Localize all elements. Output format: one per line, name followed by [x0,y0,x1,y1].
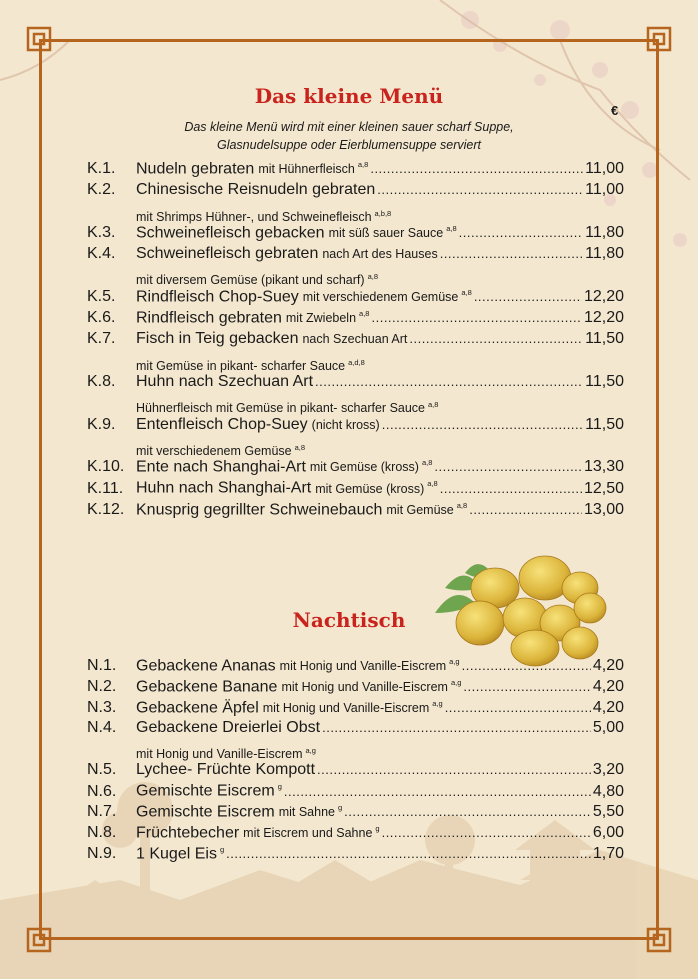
item-number: K.2. [87,181,116,199]
allergen-note: a,8 [446,223,457,233]
leader-dots [382,825,591,840]
menu-row [87,373,624,394]
item-text [136,803,342,821]
item-text [136,657,460,675]
item-description: mit verschiedenem Gemüse [302,290,459,305]
menu-row [87,330,624,351]
leader-dots [344,804,591,819]
item-price: 11,50 [585,330,624,348]
item-text [136,699,443,717]
leader-dots [440,481,582,496]
leader-dots [469,502,582,517]
corner-ornament-top-right [646,26,672,52]
allergen-note: g [277,782,282,792]
item-number: K.9. [87,415,116,433]
allergen-note: a,8 [427,479,438,489]
leader-dots [284,784,591,799]
item-text [136,845,224,863]
item-price: 11,00 [585,160,624,178]
item-name: Huhn nach Szechuan Art [136,372,314,390]
item-number: N.5. [87,761,117,779]
item-text [136,181,375,199]
item-price: 12,50 [583,479,624,497]
item-price: 4,20 [592,698,624,716]
item-subline [87,203,624,224]
item-description: mit Hühnerfleisch [258,162,355,177]
item-subline [87,740,624,761]
item-subline [87,437,624,458]
menu-row [87,416,624,437]
item-name: Gebackene Banane [136,678,278,696]
item-number: K.1. [87,160,116,178]
item-price: 11,50 [585,372,624,390]
menu-row [87,824,624,845]
item-text [136,245,438,263]
item-description: mit Zwiebeln [285,311,357,326]
allergen-note: a,8 [357,160,369,169]
item-text [136,824,380,842]
allergen-note: a,8 [359,309,370,319]
item-number: K.5. [87,288,116,306]
item-name: Rindfleisch gebraten [136,309,282,327]
item-description: nach Art des Hauses [322,247,438,262]
item-subline-text: mit Shrimps Hühner-, und Schweinefleisch [136,209,372,224]
item-name: Ente nach Shanghai-Art [136,458,306,476]
item-name: Gemischte Eiscrem [136,782,275,800]
item-price: 12,20 [583,288,624,306]
item-subline [87,352,624,373]
item-number: N.9. [87,845,117,862]
menu-row [87,479,624,500]
item-subline [87,394,624,415]
leader-dots [445,700,591,715]
item-price: 6,00 [592,824,624,842]
menu-intro-line-1: Das kleine Menü wird mit einer kleinen sauer scharf Suppe, [184,120,514,134]
item-name: Entenfleisch Chop-Suey [136,415,308,433]
item-name: Chinesische Reisnudeln gebraten [136,181,376,199]
item-number: K.6. [87,309,116,327]
item-name: Lychee- Früchte Kompott [136,761,316,779]
item-text [136,678,461,696]
item-price: 1,70 [592,845,624,862]
menu-row [87,678,624,699]
item-price: 3,20 [592,761,624,779]
dessert-item-list [87,657,624,865]
item-subline-text: mit verschiedenem Gemüse [136,444,292,459]
item-number: K.4. [87,245,116,263]
allergen-note: a,8 [294,442,306,452]
item-name: Rindfleisch Chop-Suey [136,288,299,306]
allergen-note: a,g [449,657,460,666]
allergen-note: a,8 [456,500,468,510]
allergen-note: a,8 [421,458,433,468]
item-name: Gemischte Eiscrem [136,803,275,821]
menu-section-title: Das kleine Menü [254,84,444,108]
leader-dots [377,182,583,197]
item-subline-text: mit Gemüse in pikant- scharfer Sauce [136,358,346,373]
item-price: 11,00 [585,181,624,199]
menu-intro-line-2: Glasnudelsuppe oder Eierblumensuppe serviert [216,138,482,152]
item-name: Gebackene Äpfel [136,698,259,716]
allergen-note: g [337,803,343,813]
item-number: N.7. [87,803,117,821]
menu-row [87,458,624,479]
leader-dots [315,374,583,389]
item-name: Schweinefleisch gebraten [136,245,319,263]
leader-dots [459,225,584,240]
item-text [136,288,472,306]
allergen-note: g [219,844,225,854]
item-description: mit Gemüse [386,503,454,518]
item-text [136,330,407,348]
leader-dots [370,161,583,176]
currency-label: € [611,103,619,118]
allergen-note: a,b,8 [374,208,392,218]
menu-row [87,719,624,740]
item-name: Früchtebecher [136,824,240,842]
item-description: mit Sahne [278,805,335,820]
allergen-note: a,d,8 [348,357,365,367]
menu-row [87,657,624,678]
item-text [136,458,432,476]
menu-row [87,181,624,202]
item-price: 5,00 [592,719,624,737]
item-number: K.8. [87,372,116,390]
item-text [136,373,313,391]
allergen-note: a,g [305,746,316,756]
item-number: K.10. [87,458,125,476]
item-subline-text: mit Honig und Vanille-Eiscrem [136,747,303,762]
item-price: 12,20 [583,309,624,327]
leader-dots [226,846,591,861]
item-price: 13,00 [583,501,624,519]
item-price: 13,30 [583,458,624,476]
corner-ornament-bottom-right [646,927,672,953]
item-number: K.3. [87,224,116,242]
item-text [136,719,320,737]
leader-dots [317,762,591,777]
leader-dots [474,289,582,304]
item-name: Gebackene Dreierlei Obst [136,719,321,737]
item-name: Huhn nach Shanghai-Art [136,479,312,497]
item-description: (nicht kross) [311,417,380,432]
item-number: K.7. [87,330,116,348]
leader-dots [463,679,590,694]
allergen-note: g [375,823,380,833]
item-number: N.4. [87,719,117,737]
item-price: 5,50 [592,803,624,821]
menu-row [87,782,624,803]
leader-dots [382,417,583,432]
item-description: nach Szechuan Art [302,332,408,347]
item-description: mit Honig und Vanille-Eiscrem [262,700,430,715]
item-description: mit Gemüse (kross) [315,481,425,496]
item-description: mit Gemüse (kross) [309,460,419,475]
allergen-note: a,8 [367,272,378,282]
menu-row [87,309,624,330]
allergen-note: a,g [450,677,462,687]
leader-dots [322,720,591,735]
item-text [136,160,368,178]
item-price: 11,80 [585,245,624,263]
leader-dots [462,658,591,673]
item-price: 11,50 [585,415,624,433]
allergen-note: a,8 [461,287,472,297]
menu-row [87,501,624,522]
menu-row [87,761,624,782]
leader-dots [440,246,583,261]
item-description: mit Honig und Vanille-Eiscrem [281,680,448,695]
item-price: 11,80 [585,224,624,242]
corner-ornament-bottom-left [26,927,52,953]
item-text [136,309,369,327]
leader-dots [434,459,582,474]
item-number: N.6. [87,782,117,800]
item-description: mit Honig und Vanille-Eiscrem [279,659,447,674]
item-number: N.3. [87,698,117,716]
item-name: 1 Kugel Eis [136,845,217,862]
menu-row [87,245,624,266]
item-text [136,501,467,519]
item-text [136,224,457,242]
leader-dots [409,331,583,346]
menu-row [87,288,624,309]
menu-row [87,845,624,866]
menu-row [87,160,624,181]
menu-intro [0,118,698,154]
item-number: N.8. [87,824,117,842]
leader-dots [371,310,581,325]
item-price: 4,20 [592,657,624,675]
item-description: mit süß sauer Sauce [328,226,444,241]
item-text [136,416,380,434]
item-text [136,479,438,497]
item-description: mit Eiscrem und Sahne [243,826,373,841]
item-price: 4,20 [592,678,624,696]
item-name: Nudeln gebraten [136,160,255,178]
menu-row [87,803,624,824]
item-name: Gebackene Ananas [136,657,276,675]
item-subline-text: Hühnerfleisch mit Gemüse in pikant- scharfer Sauce [136,401,426,416]
item-number: K.12. [87,501,125,519]
item-subline-text: mit diversem Gemüse (pikant und scharf) [136,273,365,288]
item-name: Schweinefleisch gebacken [136,224,325,242]
item-number: N.1. [87,657,117,675]
fried-fruit-dessert-image [425,543,615,668]
item-subline [87,266,624,287]
allergen-note: a,g [432,698,443,708]
menu-row [87,224,624,245]
item-number: K.11. [87,479,124,497]
menu-row [87,699,624,720]
allergen-note: a,8 [428,400,439,410]
item-text [136,782,282,800]
corner-ornament-top-left [26,26,52,52]
item-name: Knusprig gegrillter Schweinebauch [136,501,383,519]
item-number: N.2. [87,678,117,696]
item-name: Fisch in Teig gebacken [136,330,299,348]
menu-item-list [87,160,624,522]
item-text [136,761,315,779]
item-price: 4,80 [592,782,624,800]
dessert-section-title: Nachtisch [292,608,406,632]
